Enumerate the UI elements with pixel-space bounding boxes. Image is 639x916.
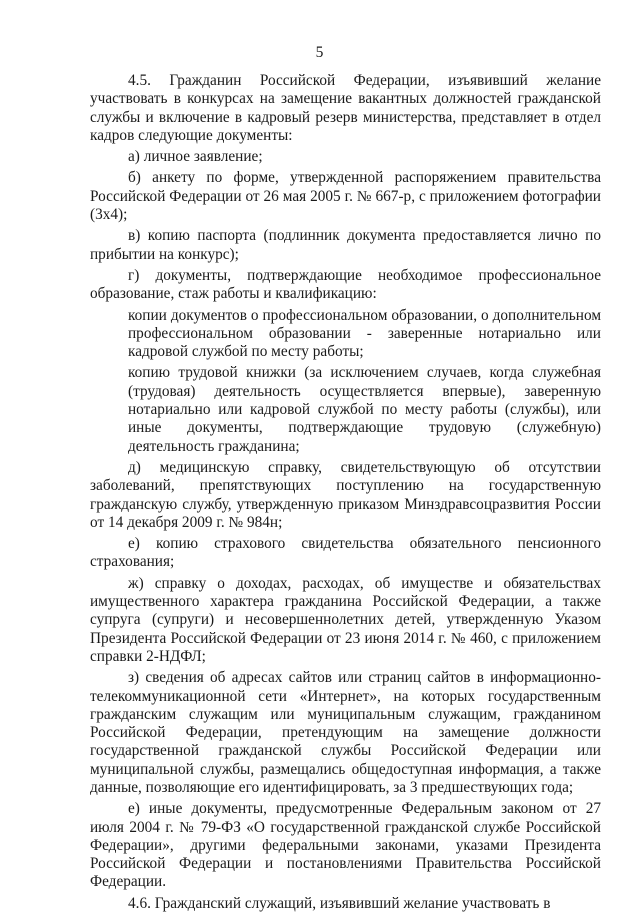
list-item-d-medical-certificate: д) медицинскую справку, свидетельствующую об отсутствии заболеваний, препятствующих поступлению на государственную гражданскую службу, утвержденную приказом Минздравсоцразвития России от 14 декабря 2009 г. № 984н; [90,458,601,531]
list-item-a-application: а) личное заявление; [128,148,263,166]
list-item-b-questionnaire: б) анкету по форме, утвержденной распоряжением правительства Российской Федерации от 26 мая 2005 г. № 667-р, с приложением фотографии (3x4); [90,169,601,224]
paragraph-4-5-intro: 4.5. Гражданин Российской Федерации, изъявивший желание участвовать в конкурсах на замещение вакантных должностей гражданской службы и включение в кадровый резерв министерства, представляет в отдел кадров следующие документы: [90,72,601,144]
sub-item-education-copies: копии документов о профессиональном образовании, о дополнительном профессиональном образовании - заверенные нотариально или кадровой службой по месту работы; [128,306,601,361]
page-number: 5 [315,44,324,61]
document-body [90,72,601,916]
paragraph-4-6-start: 4.6. Гражданский служащий, изъявивший желание участвовать в [128,894,551,912]
list-item-e-other-documents: е) иные документы, предусмотренные Федеральным законом от 27 июля 2004 г. № 79-ФЗ «О государственной гражданской службе Российской Федерации», другими федеральными законами, указами Президента Российской Федерации и постановлениями Правительства Российской Федерации. [90,800,601,891]
list-item-e-insurance: е) копию страхового свидетельства обязательного пенсионного страхования; [90,535,601,571]
list-item-z-internet-info: з) сведения об адресах сайтов или страниц сайтов в информационно-телекоммуникационной сети «Интернет», на которых государственным гражданским служащим или муниципальным служащим, гражданином Российской Федерации, претендующим на замещение должности государственной гражданской службы Российской Федерации или муниципальной службы, размещались общедоступная информация, а также данные, позволяющие его идентифицировать, за 3 предшествующих года; [90,669,601,796]
list-item-v-passport: в) копию паспорта (подлинник документа предоставляется лично по прибытии на конкурс); [90,227,601,263]
sub-item-employment-record: копию трудовой книжки (за исключением случаев, когда служебная (трудовая) деятельность осуществляется впервые), заверенную нотариально или кадровой службой по месту работы (службы), или иные документы, подтверждающие трудовую (служебную) деятельность гражданина; [128,364,601,455]
list-item-g-education: г) документы, подтверждающие необходимое профессиональное образование, стаж работы и квалификацию: [90,266,601,303]
list-item-zh-income-statement: ж) справку о доходах, расходах, об имуществе и обязательствах имущественного характера гражданина Российской Федерации, а также супруга (супруги) и несовершеннолетних детей, утвержденную Указом Президента Российской Федерации от 23 июня 2014 г. № 460, с приложением справки 2-НДФЛ; [90,574,601,665]
